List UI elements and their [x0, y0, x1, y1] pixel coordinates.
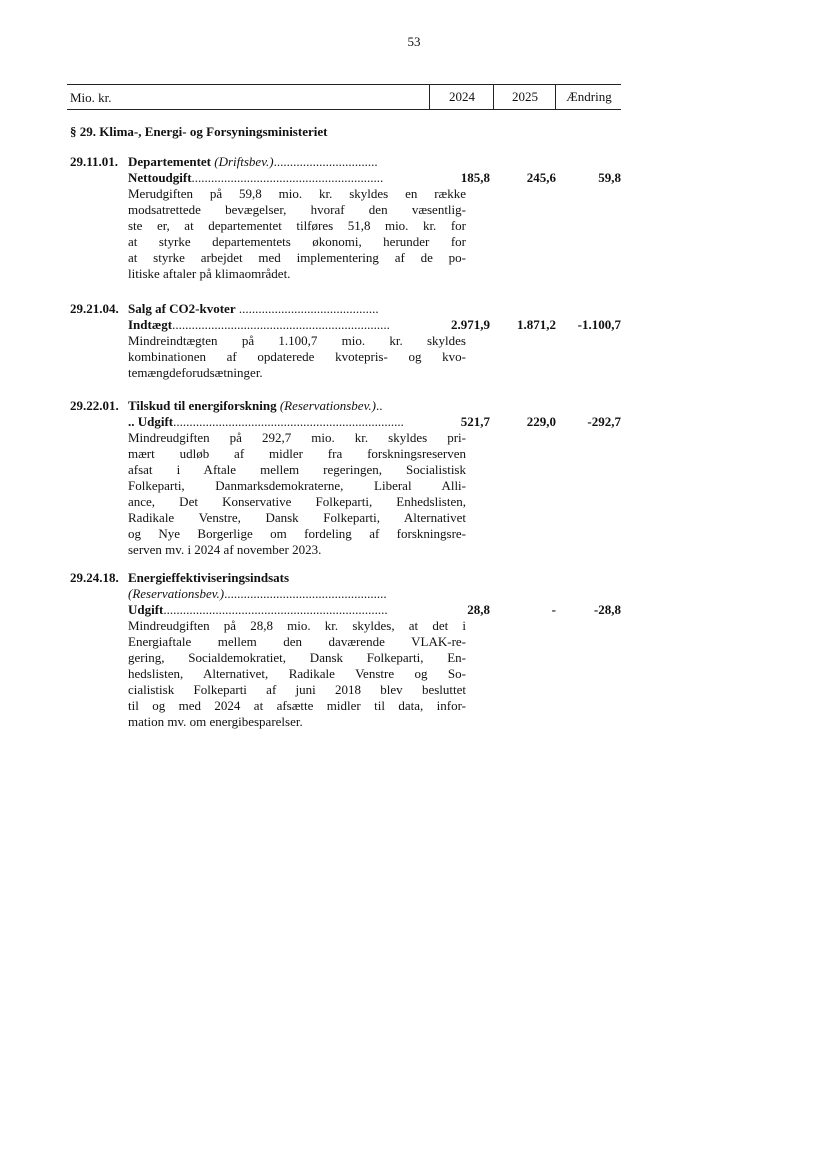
leader-dots: ........................................................... [191, 170, 384, 185]
description-line: Mindreudgiften på 28,8 mio. kr. skyldes, at det i [128, 618, 466, 633]
entry-title: Departementet [128, 154, 212, 169]
entry-title: Tilskud til energiforskning [128, 398, 277, 413]
column-header-2025: 2025 [493, 85, 556, 109]
description-line: temængdeforudsætninger. [128, 365, 263, 380]
description-line: og Nye Borgerlige om fordeling af forskningsre- [128, 526, 466, 541]
entry-code: 29.11.01. [70, 154, 119, 169]
description-line: kombinationen af opdaterede kvotepris- og kvo- [128, 349, 466, 364]
value-2024: 185,8 [460, 170, 490, 185]
column-header-change: Ændring [555, 85, 622, 109]
budget-entry [70, 301, 621, 381]
budget-entry [70, 570, 621, 730]
value-change: 59,8 [598, 170, 621, 185]
description-line: gering, Socialdemokratiet, Dansk Folkeparti, En- [128, 650, 466, 665]
description-line: Energiaftale mellem den daværende VLAK-re- [128, 634, 466, 649]
value-change: -292,7 [587, 414, 621, 429]
description-line: serven mv. i 2024 af november 2023. [128, 542, 322, 557]
entry-title: Salg af CO2-kvoter [128, 301, 236, 316]
line-label: Nettoudgift [128, 170, 192, 185]
description-line: mært udløb af midler fra forskningsreserven [128, 446, 466, 461]
description-line: ste er, at departementet tilføres 51,8 mio. kr. for [128, 218, 466, 233]
leader-dots: ....................................................................... [173, 414, 404, 429]
entry-appropriation-type: (Reservationsbev.) [128, 586, 225, 601]
entry-description [128, 186, 466, 282]
value-2025: 1.871,2 [517, 317, 556, 332]
description-line: Mindreudgiften på 292,7 mio. kr. skyldes pri- [128, 430, 466, 445]
value-2024: 2.971,9 [451, 317, 490, 332]
description-line: Folkeparti, Danmarksdemokraterne, Liberal Alli- [128, 478, 466, 493]
leader-dots: .. [375, 398, 383, 413]
description-line: at styrke arbejdet med implementering af de po- [128, 250, 466, 265]
entry-title: Energieffektiviseringsindsats [128, 570, 290, 585]
description-line: modsatrettede bevægelser, hvoraf den væsentlig- [128, 202, 466, 217]
description-line: ance, Det Konservative Folkeparti, Enhedslisten, [128, 494, 466, 509]
description-line: mation mv. om energibesparelser. [128, 714, 303, 729]
value-2025: - [551, 602, 556, 617]
value-change: -1.100,7 [577, 317, 621, 332]
entry-appropriation-type: (Driftsbev.) [214, 154, 274, 169]
line-label: .. Udgift [128, 414, 174, 429]
unit-label: Mio. kr. [70, 90, 112, 105]
description-line: litiske aftaler på klimaområdet. [128, 266, 291, 281]
budget-entry [70, 398, 621, 558]
description-line: til og med 2024 at afsætte midler til data, infor- [128, 698, 466, 713]
section-title: § 29. Klima-, Energi- og Forsyningsministeriet [70, 124, 328, 139]
table-header [67, 84, 621, 110]
line-label: Indtægt [128, 317, 173, 332]
entry-description [128, 333, 466, 381]
leader-dots: .................................................. [224, 586, 387, 601]
entry-description [128, 430, 466, 558]
entry-appropriation-type: (Reservationsbev.) [279, 398, 376, 413]
leader-dots: ................................ [273, 154, 378, 169]
leader-dots: ................................................................... [172, 317, 390, 332]
budget-entry [70, 154, 621, 282]
entry-description [128, 618, 466, 730]
column-header-2024: 2024 [429, 85, 494, 109]
description-line: hedslisten, Alternativet, Radikale Venstre og So- [128, 666, 466, 681]
description-line: Radikale Venstre, Dansk Folkeparti, Alternativet [128, 510, 466, 525]
entry-code: 29.22.01. [70, 398, 119, 413]
leader-dots: ..................................................................... [163, 602, 388, 617]
description-line: Merudgiften på 59,8 mio. kr. skyldes en række [128, 186, 466, 201]
value-2024: 28,8 [467, 602, 490, 617]
value-2025: 245,6 [526, 170, 556, 185]
description-line: Mindreindtægten på 1.100,7 mio. kr. skyldes [128, 333, 466, 348]
value-2024: 521,7 [460, 414, 490, 429]
line-label: Udgift [128, 602, 164, 617]
page-number: 53 [407, 34, 421, 49]
description-line: afsat i Aftale mellem regeringen, Socialistisk [128, 462, 466, 477]
entry-code: 29.24.18. [70, 570, 119, 585]
description-line: cialistisk Folkeparti af juni 2018 blev besluttet [128, 682, 466, 697]
description-line: at styrke departementets økonomi, herunder for [128, 234, 466, 249]
leader-dots: ........................................... [238, 301, 379, 316]
value-change: -28,8 [593, 602, 621, 617]
entry-code: 29.21.04. [70, 301, 119, 316]
value-2025: 229,0 [526, 414, 556, 429]
